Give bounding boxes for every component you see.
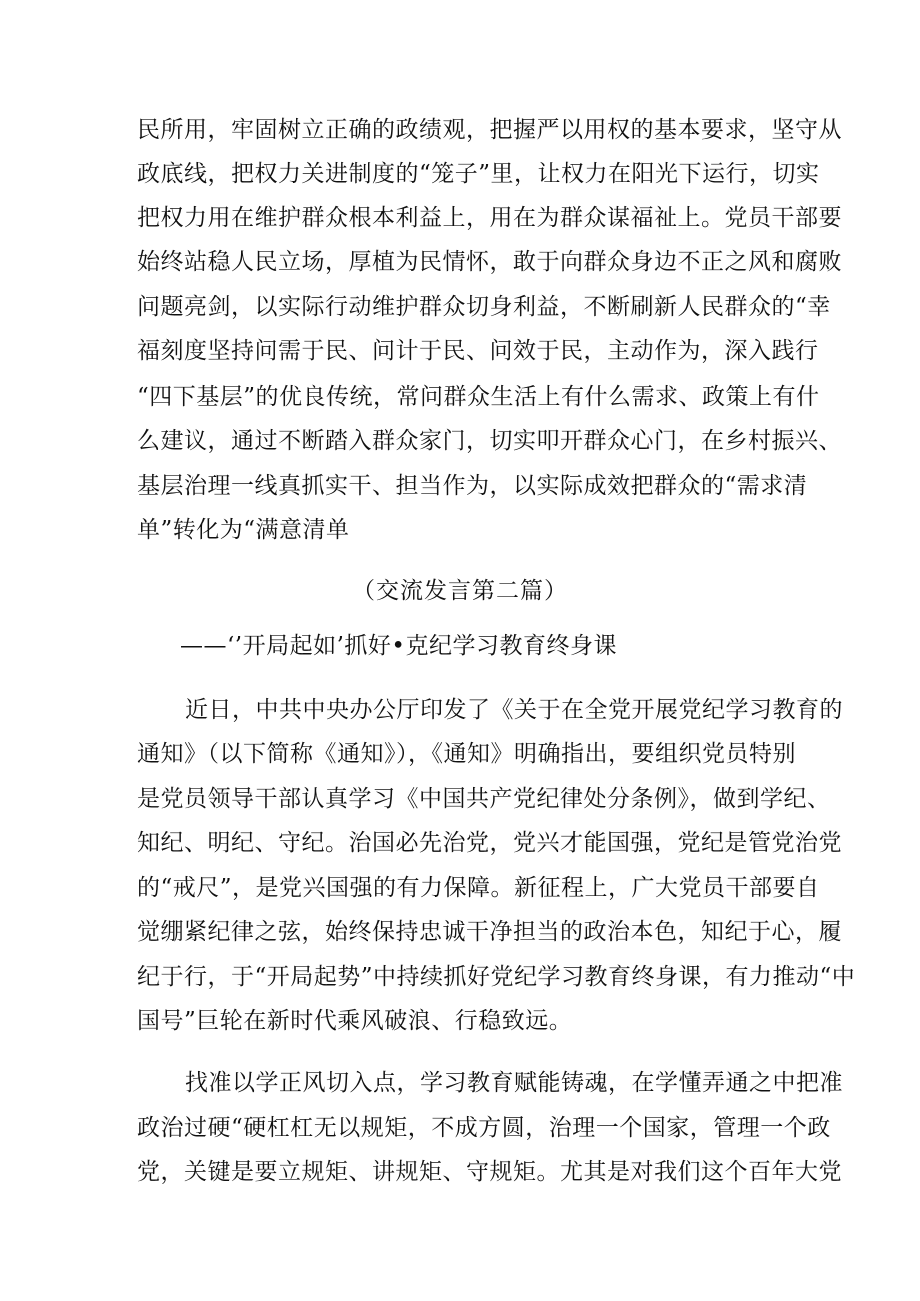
paragraph-line: 是党员领导干部认真学习《中国共产党纪律处分条例》，做到学纪、 xyxy=(137,786,831,812)
paragraph-line: 纪于行，于“开局起势”中持续抓好党纪学习教育终身课，有力推动“中 xyxy=(137,964,856,990)
paragraph-line: 通知》（以下简称《通知》），《通知》明确指出，要组织党员特别 xyxy=(137,741,796,767)
paragraph-line: 找准以学正风切入点，学习教育赋能铸魂，在学懂弄通之中把准 xyxy=(185,1070,843,1096)
paragraph-line: 民所用，牢固树立正确的政绩观，把握严以用权的基本要求，坚守从 xyxy=(137,117,842,143)
paragraph-line: 知纪、明纪、守纪。治国必先治党，党兴才能国强，党纪是管党治党 xyxy=(137,830,842,856)
paragraph-line: 单”转化为“满意清单 xyxy=(137,517,350,543)
paragraph-line: 党，关键是要立规矩、讲规矩、守规矩。尤其是对我们这个百年大党 xyxy=(137,1159,842,1185)
paragraph-line: 近日，中共中央办公厅印发了《关于在全党开展党纪学习教育的 xyxy=(185,697,843,723)
section-heading: （交流发言第二篇） xyxy=(352,578,568,604)
paragraph-line: 的“戒尺”，是党兴国强的有力保障。新征程上，广大党员干部要自 xyxy=(137,875,820,901)
paragraph-line: 么建议，通过不断踏入群众家门，切实叩开群众心门，在乡村振兴、 xyxy=(137,428,842,454)
paragraph-line: 基层治理一线真抓实干、担当作为，以实际成效把群众的“需求清 xyxy=(137,473,808,499)
paragraph-line: 始终站稳人民立场，厚植为民情怀，敢于向群众身边不正之风和腐败 xyxy=(137,249,842,275)
paragraph-line: 国号”巨轮在新时代乘风破浪、行稳致远。 xyxy=(137,1008,573,1034)
paragraph-line: 问题亮剑，以实际行动维护群众切身利益，不断刷新人民群众的“幸 xyxy=(137,294,831,320)
paragraph-line: 觉绷紧纪律之弦，始终保持忠诚干净担当的政治本色，知纪于心，履 xyxy=(137,919,842,945)
section-subtitle: ——‘’开局起如’抓好•克纪学习教育终身课 xyxy=(180,633,617,659)
paragraph-line: 政治过硬“硬杠杠无以规矩，不成方圆，治理一个国家，管理一个政 xyxy=(137,1115,831,1141)
paragraph-line: 把权力用在维护群众根本利益上，用在为群众谋福祉上。党员干部要 xyxy=(137,205,842,231)
paragraph-line: 福刻度坚持问需于民、问计于民、问效于民，主动作为，深入践行 xyxy=(137,338,819,364)
paragraph-line: “四下基层”的优良传统，常问群众生活上有什么需求、政策上有什 xyxy=(137,384,820,410)
paragraph-line: 政底线，把权力关进制度的“笼子”里，让权力在阳光下运行，切实 xyxy=(137,161,820,187)
